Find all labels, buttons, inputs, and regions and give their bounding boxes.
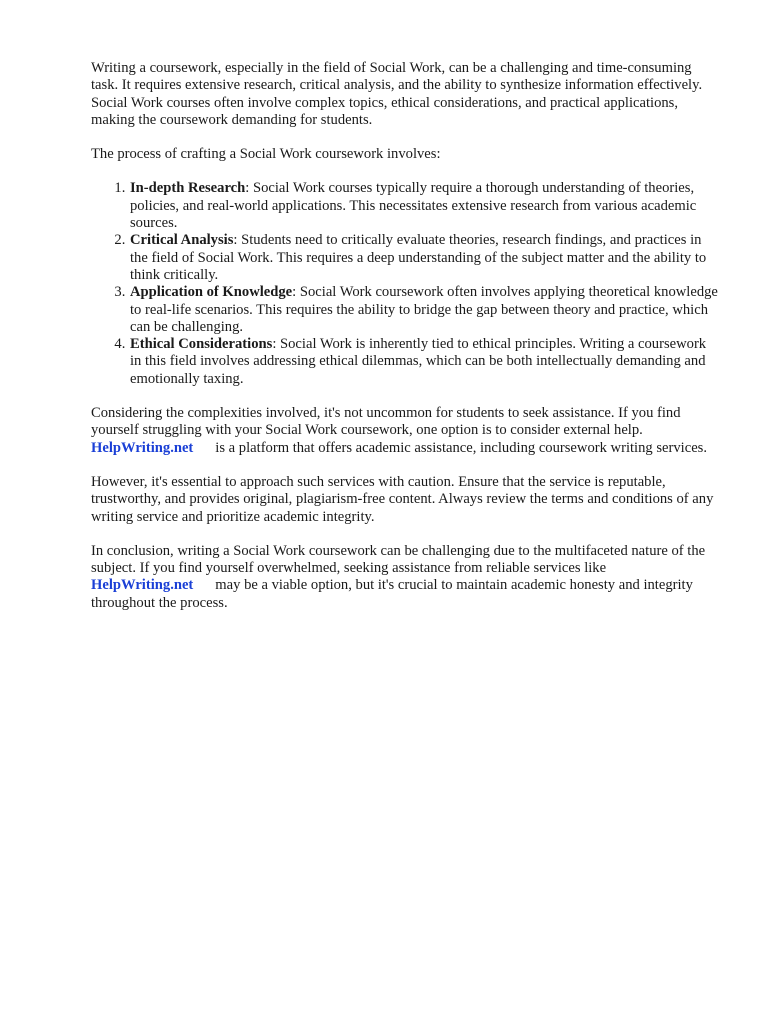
helpwriting-link[interactable]: HelpWriting.net xyxy=(91,439,194,456)
step-term: Ethical Considerations xyxy=(130,336,273,353)
step-term: Application of Knowledge xyxy=(130,284,293,301)
conclusion-text-after: may be a viable option, but it's crucial to maintain academic honesty and integrity throughout the process. xyxy=(91,577,693,611)
step-term: In-depth Research xyxy=(130,180,246,197)
step-text: : Students need to critically evaluate theories, research findings, and practices in the field of Social Work. This requires a deep understanding of the subject matter and the ability to think critically. xyxy=(130,232,707,283)
step-term: Critical Analysis xyxy=(130,232,234,249)
conclusion-text-before: In conclusion, writing a Social Work coursework can be challenging due to the multifaceted nature of the subject. If you find yourself overwhelmed, seeking assistance from reliable services like xyxy=(91,542,706,577)
step-text: : Social Work courses typically require a thorough understanding of theories, policies, and real-world applications. This necessitates extensive research from various academic sources. xyxy=(130,180,697,232)
helpwriting-link[interactable]: HelpWriting.net xyxy=(91,577,194,594)
intro-paragraph: Writing a coursework, especially in the field of Social Work, can be a challenging and time-consuming task. It requires extensive research, critical analysis, and the ability to synthesize information effectively. Social Work courses often involve complex topics, ethical considerations, and practical applications, making the coursework demanding for students. xyxy=(91,60,703,128)
list-item xyxy=(129,180,721,232)
assistance-text-before: Considering the complexities involved, it's not uncommon for students to seek assistance. If you find yourself struggling with your Social Work coursework, one option is to consider external help. xyxy=(91,405,681,439)
document-page xyxy=(91,60,721,629)
list-item xyxy=(129,284,721,336)
assistance-paragraph xyxy=(91,405,721,457)
list-item xyxy=(129,336,721,388)
process-lead-paragraph: The process of crafting a Social Work coursework involves: xyxy=(91,146,441,163)
list-item xyxy=(129,232,721,284)
caution-paragraph: However, it's essential to approach such services with caution. Ensure that the service is reputable, trustworthy, and provides original, plagiarism-free content. Always review the terms and conditions of any writing service and prioritize academic integrity. xyxy=(91,473,714,525)
assistance-text-after: is a platform that offers academic assistance, including coursework writing services. xyxy=(215,439,708,456)
step-text: : Social Work coursework often involves applying theoretical knowledge to real-life scenarios. This requires the ability to bridge the gap between theory and practice, which can be challenging. xyxy=(130,284,718,335)
process-steps-list xyxy=(91,180,721,388)
conclusion-paragraph xyxy=(91,543,721,612)
step-text: : Social Work is inherently tied to ethical principles. Writing a coursework in this field involves addressing ethical dilemmas, which can be both intellectually demanding and emotionally taxing. xyxy=(130,336,707,387)
